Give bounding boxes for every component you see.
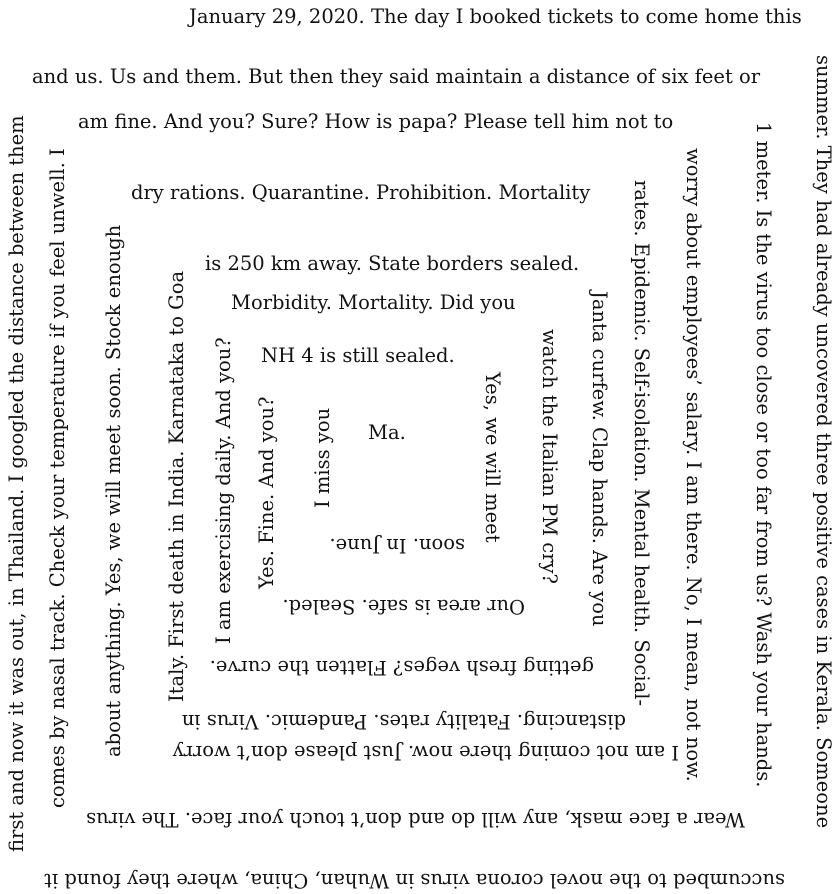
ring4-bottom-line: distancing. Fatality rates. Pandemic. Virus in <box>181 710 626 733</box>
ring7-left-line: I miss you <box>311 407 334 508</box>
ring2-bottom-line: Wear a face mask, any will do and don’t touch your face. The virus <box>86 808 745 831</box>
ring3-bottom-line: I am not coming there now. Just please don’t worry <box>172 741 679 764</box>
ring1-top-line: January 29, 2020. The day I booked tickets to come home this <box>189 5 802 28</box>
ring5-right-line: Janta curfew. Clap hands. Are you <box>588 291 611 627</box>
ring4-left-line: Italy. First death in India. Karnataka to Goa <box>165 270 188 702</box>
ring3-top-line: am fine. And you? Sure? How is papa? Please tell him not to <box>78 110 674 133</box>
ring1-bottom-line: succumbed to the novel corona virus in Wuhan, China, where they found it <box>44 869 785 892</box>
ring1-right-line: summer. They had already uncovered three positive cases in Kerala. Someone <box>812 55 835 829</box>
ring2-right-line: 1 meter. Is the virus too close or too far from us? Wash your hands. <box>752 122 775 788</box>
ring2-top-line: and us. Us and them. But then they said maintain a distance of six feet or <box>32 65 761 88</box>
ring7-top-line: NH 4 is still sealed. <box>261 344 455 367</box>
ring7-right-line: Yes, we will meet <box>481 372 504 543</box>
poem-center-word: Ma. <box>368 421 406 444</box>
ring2-left-line: comes by nasal track. Check your temperature if you feel unwell. I <box>46 148 69 808</box>
ring5-bottom-line: getting fresh veges? Flatten the curve. <box>209 656 594 679</box>
ring4-top-line: dry rations. Quarantine. Prohibition. Mortality <box>131 181 591 204</box>
ring6-top-line: Morbidity. Mortality. Did you <box>231 291 516 314</box>
ring4-right-line: rates. Epidemic. Self-isolation. Mental health. Social- <box>630 180 653 707</box>
ring6-left-line: Yes. Fine. And you? <box>255 396 278 589</box>
ring7-bottom-line: soon. In June. <box>329 534 465 557</box>
ring6-right-line: watch the Italian PM cry? <box>538 329 561 584</box>
ring5-left-line: I am exercising daily. And you? <box>212 337 235 644</box>
ring5-top-line: is 250 km away. State borders sealed. <box>205 252 580 275</box>
ring6-bottom-line: Our area is safe. Sealed. <box>282 595 525 618</box>
ring3-right-line: worry about employees’ salary. I am there. No, I mean, not now. <box>682 148 705 782</box>
ring1-left-line: first and now it was out, in Thailand. I googled the distance between them <box>5 115 28 852</box>
ring3-left-line: about anything. Yes, we will meet soon. Stock enough <box>102 224 125 757</box>
